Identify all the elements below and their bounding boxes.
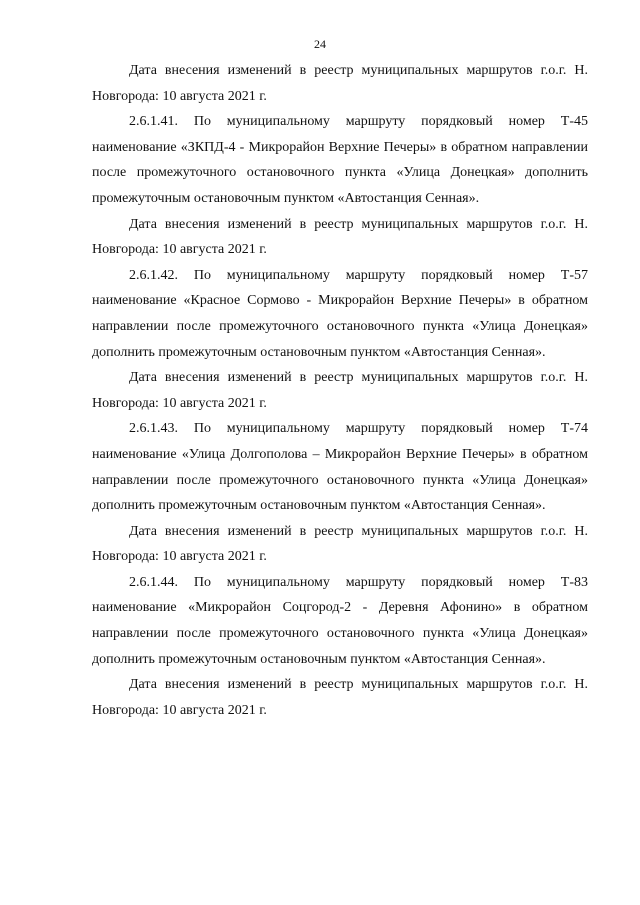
- date-note-paragraph: Дата внесения изменений в реестр муниципальных маршрутов г.о.г. Н. Новгорода: 10 августа 2021 г.: [92, 677, 588, 718]
- clause-2-6-1-42: 2.6.1.42. По муниципальному маршруту порядковый номер Т-57 наименование «Красное Сормово - Микрорайон Верхние Печеры» в обратном направлении после промежуточного остановочного пункта «Улица Донецкая» дополнить промежуточным остановочным пунктом «Автостанция Сенная».: [92, 267, 588, 360]
- document-body: [92, 58, 588, 723]
- page-number: 24: [314, 37, 326, 51]
- date-note-paragraph: Дата внесения изменений в реестр муниципальных маршрутов г.о.г. Н. Новгорода: 10 августа 2021 г.: [92, 63, 588, 104]
- clause-2-6-1-44: 2.6.1.44. По муниципальному маршруту порядковый номер Т-83 наименование «Микрорайон Соцгород-2 - Деревня Афонино» в обратном направлении после промежуточного остановочного пункта «Улица Донецкая» дополнить промежуточным остановочным пунктом «Автостанция Сенная».: [92, 574, 588, 667]
- clause-2-6-1-43: 2.6.1.43. По муниципальному маршруту порядковый номер Т-74 наименование «Улица Долгополова – Микрорайон Верхние Печеры» в обратном направлении после промежуточного остановочного пункта «Улица Донецкая» дополнить промежуточным остановочным пунктом «Автостанция Сенная».: [92, 421, 588, 514]
- clause-2-6-1-41: 2.6.1.41. По муниципальному маршруту порядковый номер Т-45 наименование «ЗКПД-4 - Микрорайон Верхние Печеры» в обратном направлении после промежуточного остановочного пункта «Улица Донецкая» дополнить промежуточным остановочным пунктом «Автостанция Сенная».: [92, 114, 588, 206]
- date-note-paragraph: Дата внесения изменений в реестр муниципальных маршрутов г.о.г. Н. Новгорода: 10 августа 2021 г.: [92, 216, 588, 258]
- date-note-paragraph: Дата внесения изменений в реестр муниципальных маршрутов г.о.г. Н. Новгорода: 10 августа 2021 г.: [92, 370, 588, 411]
- date-note-paragraph: Дата внесения изменений в реестр муниципальных маршрутов г.о.г. Н. Новгорода: 10 августа 2021 г.: [92, 523, 588, 565]
